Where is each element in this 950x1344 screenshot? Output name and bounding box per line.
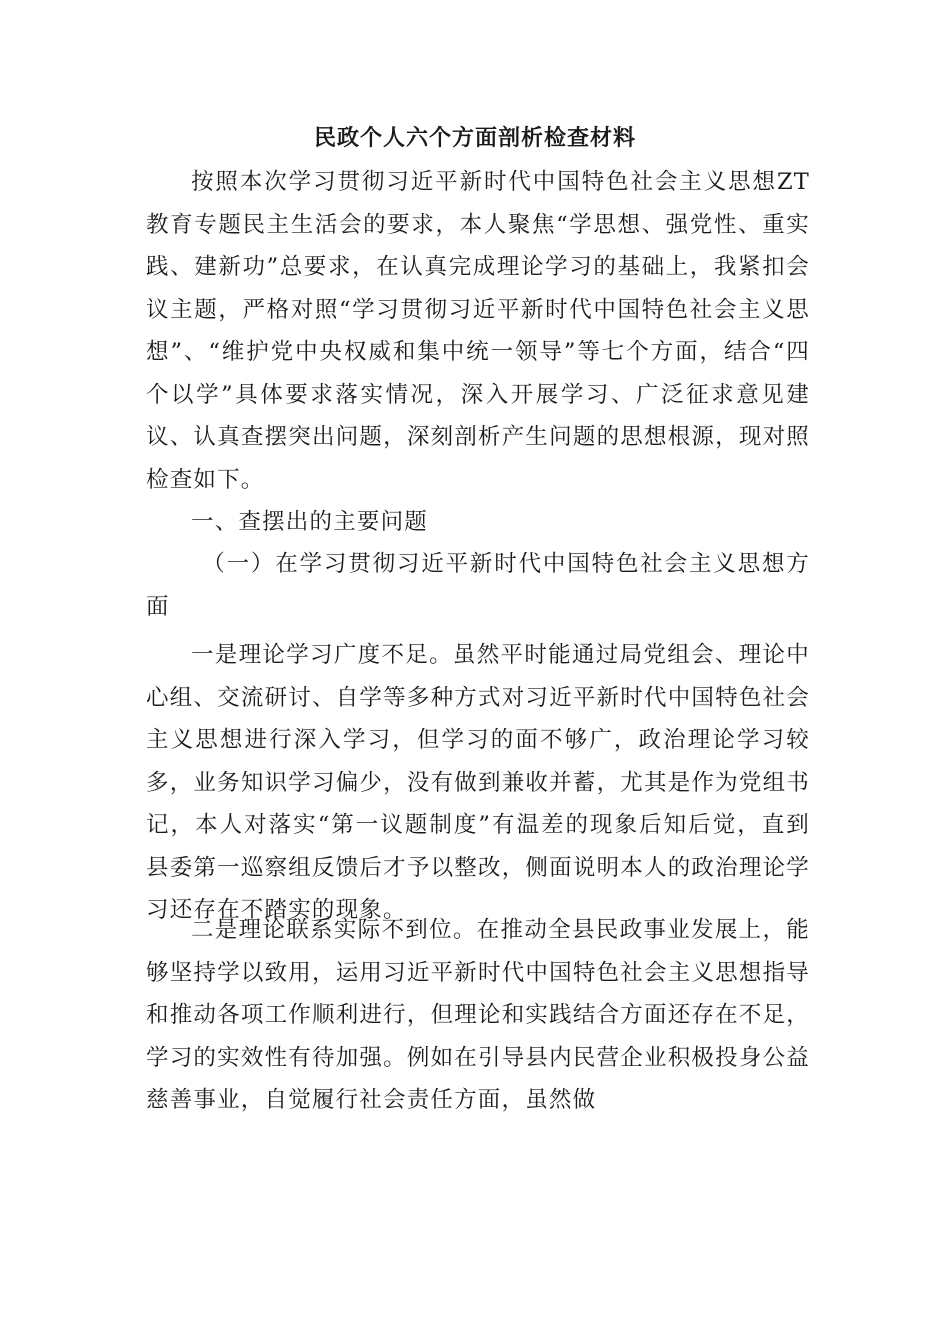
document-title: 民政个人六个方面剖析检查材料 — [313, 125, 636, 151]
intro-paragraph: 按照本次学习贯彻习近平新时代中国特色社会主义思想ZT教育专题民主生活会的要求，本人聚焦“学思想、强党性、重实践、建新功”总要求，在认真完成理论学习的基础上，我紧扣会议主题，严格对照“学习贯彻习近平新时代中国特色社会主义思想”、“维护党中央权威和集中统一领导”等七个方面，结合“四个以学”具体要求落实情况，深入开展学习、广泛征求意见建议、认真查摆突出问题，深刻剖析产生问题的思想根源，现对照检查如下。 — [146, 169, 810, 493]
section-heading: 一、查摆出的主要问题 — [191, 509, 429, 535]
subsection-heading: （一）在学习贯彻习近平新时代中国特色社会主义思想方面 — [146, 551, 810, 620]
point-two-paragraph: 二是理论联系实际不到位。在推动全县民政事业发展上，能够坚持学以致用，运用习近平新时代中国特色社会主义思想指导和推动各项工作顺利进行，但理论和实践结合方面还存在不足，学习的实效性有待加强。例如在引导县内民营企业积极投身公益慈善事业，自觉履行社会责任方面，虽然做 — [146, 917, 810, 1113]
point-one-paragraph: 一是理论学习广度不足。虽然平时能通过局党组会、理论中心组、交流研讨、自学等多种方式对习近平新时代中国特色社会主义思想进行深入学习，但学习的面不够广，政治理论学习较多，业务知识学习偏少，没有做到兼收并蓄，尤其是作为党组书记，本人对落实“第一议题制度”有温差的现象后知后觉，直到县委第一巡察组反馈后才予以整改，侧面说明本人的政治理论学习还存在不踏实的现象。 — [146, 642, 810, 923]
